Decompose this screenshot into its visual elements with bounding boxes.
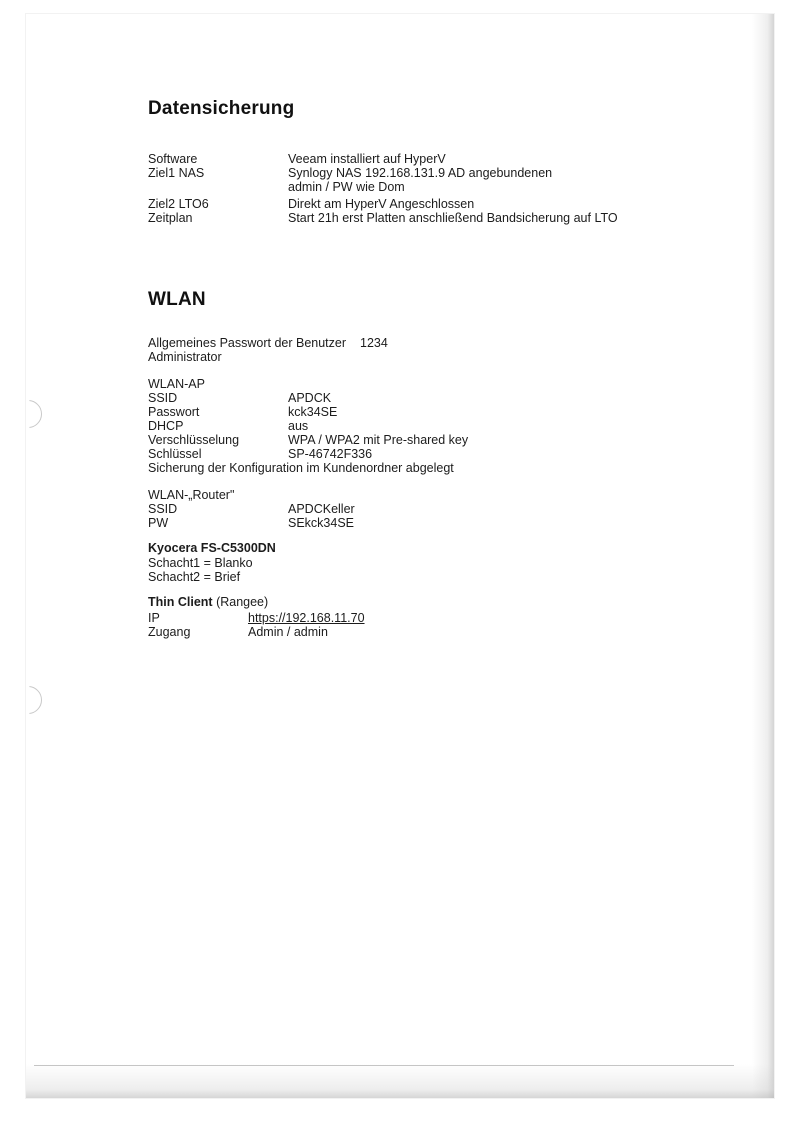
value-ziel2-lto6: Direkt am HyperV Angeschlossen (288, 197, 475, 211)
label-allgemeines-passwort: Allgemeines Passwort der Benutzer (148, 336, 347, 350)
value-thin-client-ip-link[interactable]: https://192.168.11.70 (248, 611, 365, 625)
value-ziel1-nas: Synlogy NAS 192.168.131.9 AD angebundenen (288, 166, 553, 180)
label-ap-passwort: Passwort (148, 405, 200, 419)
subheading-wlan-ap: WLAN-AP (148, 377, 205, 391)
label-ap-dhcp: DHCP (148, 419, 184, 433)
label-zeitplan: Zeitplan (148, 211, 193, 225)
row-router-ssid (148, 502, 355, 517)
value-zeitplan: Start 21h erst Platten anschließend Bandsicherung auf LTO (288, 211, 618, 225)
label-router-pw: PW (148, 516, 169, 530)
label-ziel2-lto6: Ziel2 LTO6 (148, 197, 209, 211)
subheading-wlan-router: WLAN-„Router" (148, 488, 235, 502)
thin-client-heading-bold: Thin Client (148, 595, 213, 609)
scanned-page (26, 14, 774, 1098)
section-title-wlan: WLAN (148, 289, 206, 310)
label-ap-schluessel: Schlüssel (148, 447, 202, 461)
printer-tray-1: Schacht1 = Blanko (148, 556, 253, 570)
row-allgemeines-passwort (148, 336, 388, 351)
value-ap-passwort: kck34SE (288, 405, 338, 419)
scan-bottom-line (34, 1065, 734, 1066)
row-ap-verschluesselung (148, 433, 468, 448)
document-content (26, 14, 774, 1098)
value-ap-verschluesselung: WPA / WPA2 mit Pre-shared key (288, 433, 469, 447)
label-ap-ssid: SSID (148, 391, 178, 405)
thin-client-heading-rest: (Rangee) (216, 595, 269, 609)
value-ap-ssid: APDCK (288, 391, 332, 405)
row-ziel2-lto6 (148, 197, 474, 212)
value-allgemeines-passwort: 1234 (360, 336, 388, 350)
label-thin-client-zugang: Zugang (148, 625, 191, 639)
row-ap-dhcp (148, 419, 308, 434)
label-router-ssid: SSID (148, 502, 178, 516)
value-router-pw: SEkck34SE (288, 516, 355, 530)
label-ziel1-nas: Ziel1 NAS (148, 166, 205, 180)
row-thin-client-ip (148, 611, 365, 626)
label-software: Software (148, 152, 198, 166)
subheading-thin-client (148, 595, 268, 610)
row-ziel1-nas (148, 166, 552, 181)
label-administrator: Administrator (148, 350, 222, 364)
value-thin-client-zugang: Admin / admin (248, 625, 328, 639)
value-ziel1-nas-credentials: admin / PW wie Dom (288, 180, 405, 194)
printer-tray-2: Schacht2 = Brief (148, 570, 241, 584)
value-ap-schluessel: SP-46742F336 (288, 447, 373, 461)
value-ap-dhcp: aus (288, 419, 309, 433)
note-ap-konfiguration: Sicherung der Konfiguration im Kundenordner abgelegt (148, 461, 454, 475)
row-ap-passwort (148, 405, 337, 420)
row-thin-client-zugang (148, 625, 328, 640)
row-ap-schluessel (148, 447, 372, 462)
row-router-pw (148, 516, 354, 531)
row-zeitplan (148, 211, 618, 226)
row-software (148, 152, 446, 167)
value-software: Veeam installiert auf HyperV (288, 152, 446, 166)
subheading-kyocera-printer: Kyocera FS-C5300DN (148, 541, 276, 555)
section-title-datensicherung: Datensicherung (148, 98, 295, 119)
label-thin-client-ip: IP (148, 611, 160, 625)
value-router-ssid: APDCKeller (288, 502, 355, 516)
label-ap-verschluesselung: Verschlüsselung (148, 433, 240, 447)
row-ap-ssid (148, 391, 331, 406)
